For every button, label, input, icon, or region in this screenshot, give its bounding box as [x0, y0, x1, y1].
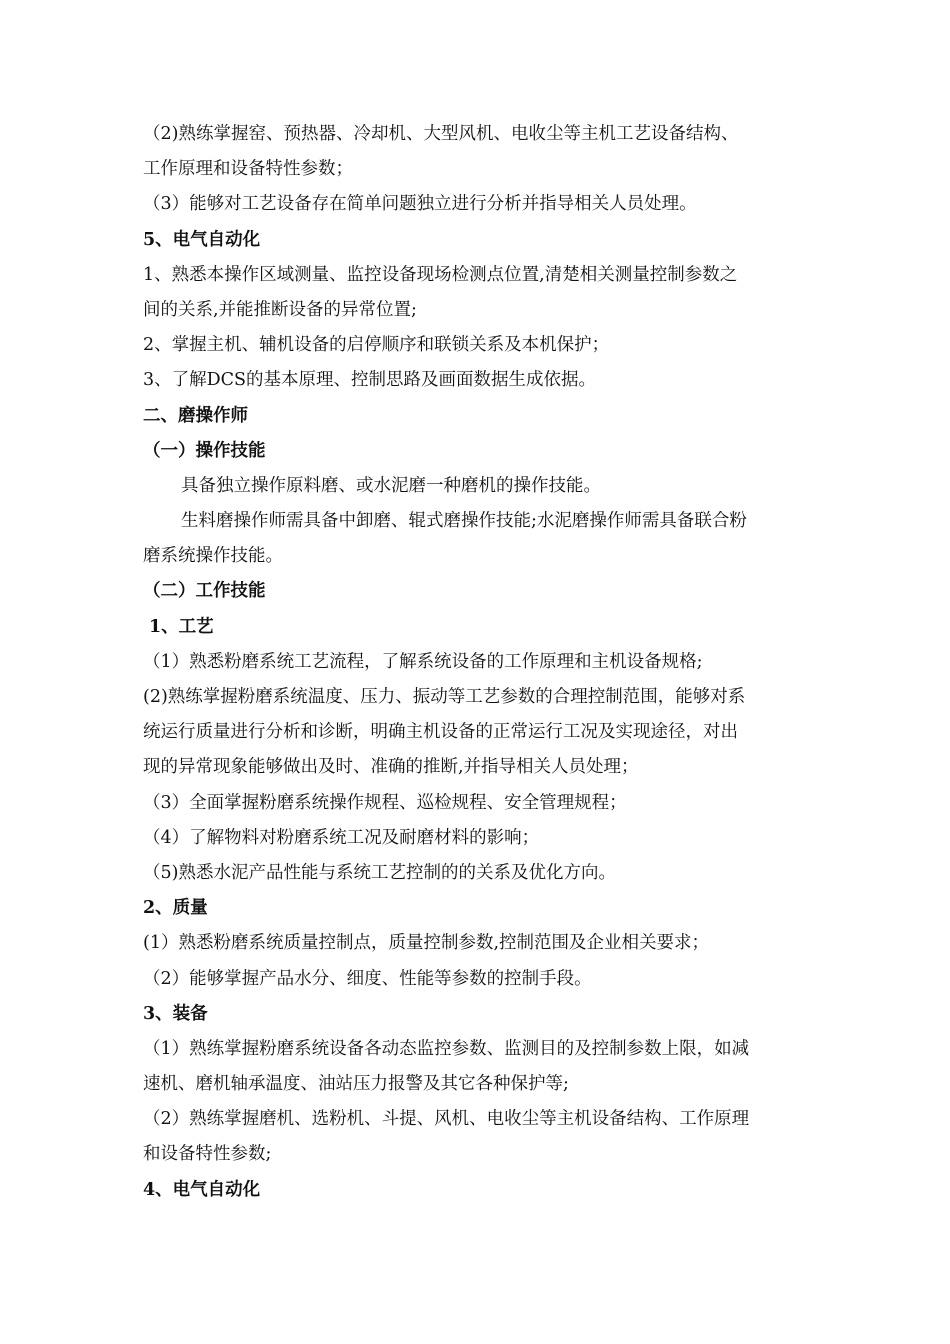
paragraph-line: （2)熟练掌握窑、预热器、冷却机、大型风机、电收尘等主机工艺设备结构、	[143, 124, 739, 144]
paragraph-line: 3、了解DCS的基本原理、控制思路及画面数据生成依据。	[143, 370, 597, 391]
paragraph-line: （3）全面掌握粉磨系统操作规程、巡检规程、安全管理规程；	[143, 792, 627, 813]
section-heading: 3、装备	[143, 1003, 208, 1024]
paragraph-line: 统运行质量进行分析和诊断，明确主机设备的正常运行工况及实现途径，对出	[143, 722, 738, 743]
paragraph-line: （2）熟练掌握磨机、选粉机、斗提、风机、电收尘等主机设备结构、工作原理	[143, 1109, 750, 1130]
paragraph-line: 工作原理和设备特性参数；	[143, 159, 353, 180]
paragraph-line: （3）能够对工艺设备存在简单问题独立进行分析并指导相关人员处理。	[143, 194, 697, 215]
paragraph-line: （2）能够掌握产品水分、细度、性能等参数的控制手段。	[143, 968, 592, 989]
paragraph-line: 具备独立操作原料磨、或水泥磨一种磨机的操作技能。	[181, 475, 601, 496]
paragraph-line: （1）熟练掌握粉磨系统设备各动态监控参数、监测目的及控制参数上限，如减	[143, 1038, 750, 1059]
paragraph-line: 2、掌握主机、辅机设备的启停顺序和联锁关系及本机保护；	[143, 335, 610, 356]
section-heading: 1、工艺	[149, 616, 214, 637]
section-heading: 5、电气自动化	[143, 229, 261, 250]
paragraph-line: (1）熟悉粉磨系统质量控制点，质量控制参数,控制范围及企业相关要求；	[143, 933, 710, 954]
paragraph-line: 和设备特性参数;	[143, 1144, 272, 1165]
subsection-heading: （二）工作技能	[143, 581, 266, 602]
subsection-heading: （一）操作技能	[143, 440, 266, 461]
paragraph-line: （1）熟悉粉磨系统工艺流程，了解系统设备的工作原理和主机设备规格;	[143, 651, 703, 672]
paragraph-line: 生料磨操作师需具备中卸磨、辊式磨操作技能;水泥磨操作师需具备联合粉	[181, 511, 747, 532]
paragraph-line: （4）了解物料对粉磨系统工况及耐磨材料的影响；	[143, 827, 540, 848]
paragraph-line: (2)熟练掌握粉磨系统温度、压力、振动等工艺参数的合理控制范围，能够对系	[143, 687, 746, 707]
section-heading: 2、质量	[143, 898, 208, 919]
chapter-heading: 二、磨操作师	[143, 405, 248, 426]
paragraph-line: 现的异常现象能够做出及时、准确的推断,并指导相关人员处理；	[143, 757, 639, 778]
paragraph-line: 间的关系,并能推断设备的异常位置;	[143, 299, 417, 320]
paragraph-line: 速机、磨机轴承温度、油站压力报警及其它各种保护等;	[143, 1074, 569, 1095]
paragraph-line: （5)熟悉水泥产品性能与系统工艺控制的的关系及优化方向。	[143, 862, 616, 883]
section-heading: 4、电气自动化	[143, 1179, 261, 1200]
paragraph-line: 磨系统操作技能。	[143, 546, 283, 567]
paragraph-line: 1、熟悉本操作区域测量、监控设备现场检测点位置,清楚相关测量控制参数之	[143, 264, 738, 285]
document-body	[143, 117, 813, 1208]
